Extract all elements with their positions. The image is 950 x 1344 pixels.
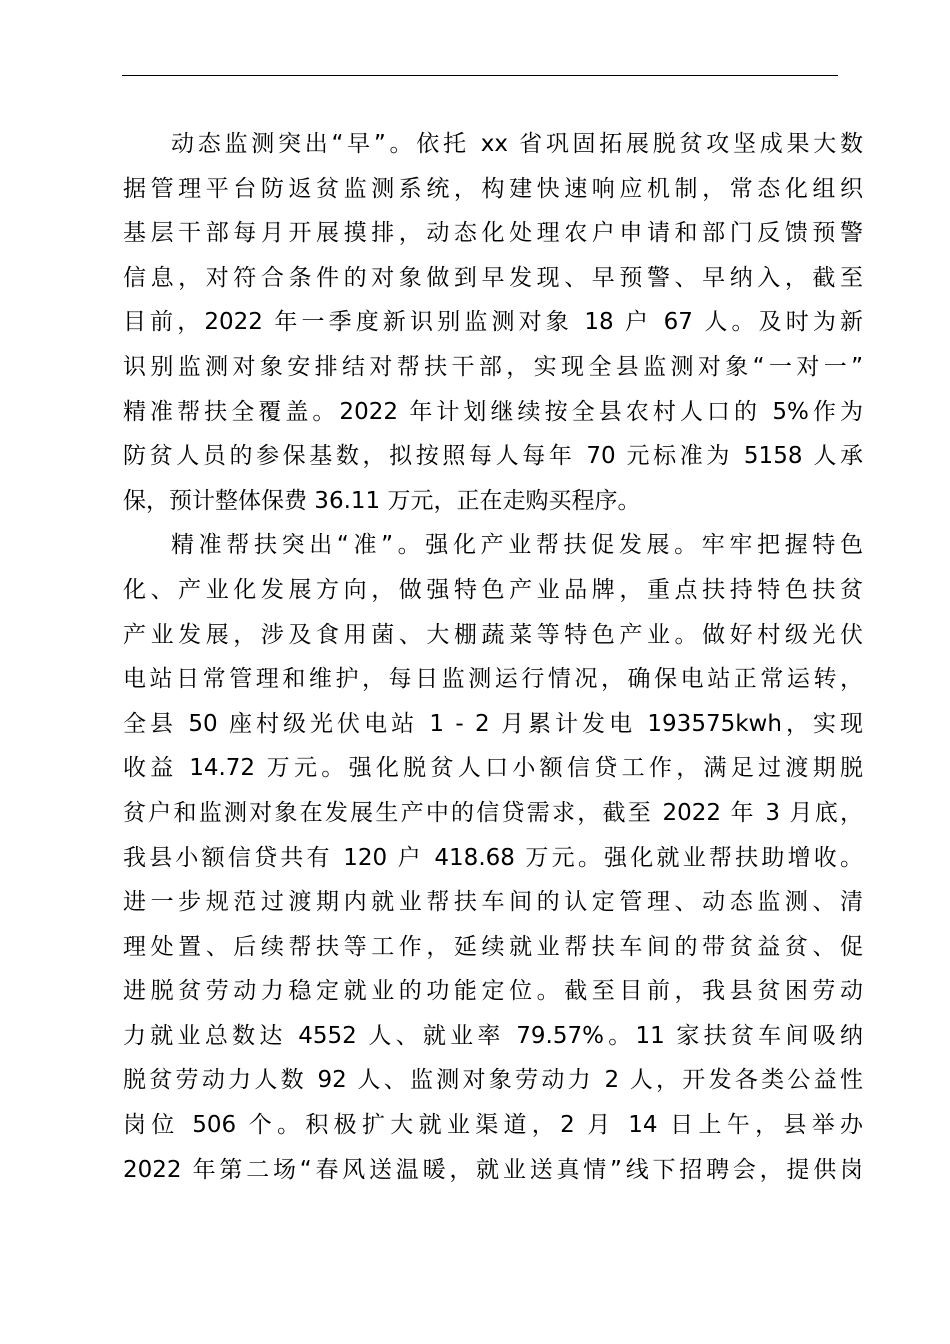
text-line: 力就业总数达 4552 人、就业率 79.57%。11 家扶贫车间吸纳 [123, 1022, 863, 1049]
text-line: 收益 14.72 万元。强化脱贫人口小额信贷工作，满足过渡期脱 [123, 755, 863, 782]
text-line: 2022 年第二场“春风送温暖，就业送真情”线下招聘会，提供岗 [123, 1156, 863, 1183]
text-line: 防贫人员的参保基数，拟按照每人每年 70 元标准为 5158 人承 [123, 443, 863, 470]
text-line: 精准帮扶突出“准”。强化产业帮扶促发展。牢牢把握特色 [171, 532, 863, 559]
text-line: 据管理平台防返贫监测系统，构建快速响应机制，常态化组织 [123, 175, 863, 202]
paragraph [123, 122, 863, 523]
text-line: 精准帮扶全覆盖。2022 年计划继续按全县农村人口的 5%作为 [123, 398, 863, 425]
text-line: 信息，对符合条件的对象做到早发现、早预警、早纳入，截至 [123, 264, 863, 291]
text-line: 岗位 506 个。积极扩大就业渠道，2 月 14 日上午，县举办 [123, 1112, 863, 1139]
text-line: 贫户和监测对象在发展生产中的信贷需求，截至 2022 年 3 月底， [123, 799, 863, 826]
text-line: 动态监测突出“早”。依托 xx 省巩固拓展脱贫攻坚成果大数 [171, 131, 863, 157]
text-line: 进一步规范过渡期内就业帮扶车间的认定管理、动态监测、清 [123, 889, 863, 916]
text-line: 理处置、后续帮扶等工作，延续就业帮扶车间的带贫益贫、促 [123, 933, 863, 960]
text-line: 我县小额信贷共有 120 户 418.68 万元。强化就业帮扶助增收。 [123, 844, 863, 871]
header-divider [122, 75, 838, 76]
text-line: 化、产业化发展方向，做强特色产业品牌，重点扶持特色扶贫 [123, 576, 863, 603]
text-line: 保，预计整体保费 36.11 万元，正在走购买程序。 [123, 487, 641, 514]
text-line: 目前，2022 年一季度新识别监测对象 18 户 67 人。及时为新 [123, 309, 863, 336]
text-line: 全县 50 座村级光伏电站 1 - 2 月累计发电 193575kwh，实现 [123, 710, 863, 737]
text-line: 脱贫劳动力人数 92 人、监测对象劳动力 2 人，开发各类公益性 [123, 1067, 863, 1094]
text-line: 基层干部每月开展摸排，动态化处理农户申请和部门反馈预警 [123, 220, 863, 247]
text-line: 进脱贫劳动力稳定就业的功能定位。截至目前，我县贫困劳动 [123, 978, 863, 1005]
text-line: 产业发展，涉及食用菌、大棚蔬菜等特色产业。做好村级光伏 [123, 621, 863, 648]
text-line: 电站日常管理和维护，每日监测运行情况，确保电站正常运转， [123, 666, 863, 693]
paragraph [123, 523, 863, 1192]
document-body [123, 122, 863, 1192]
text-line: 识别监测对象安排结对帮扶干部，实现全县监测对象“一对一” [123, 353, 863, 380]
